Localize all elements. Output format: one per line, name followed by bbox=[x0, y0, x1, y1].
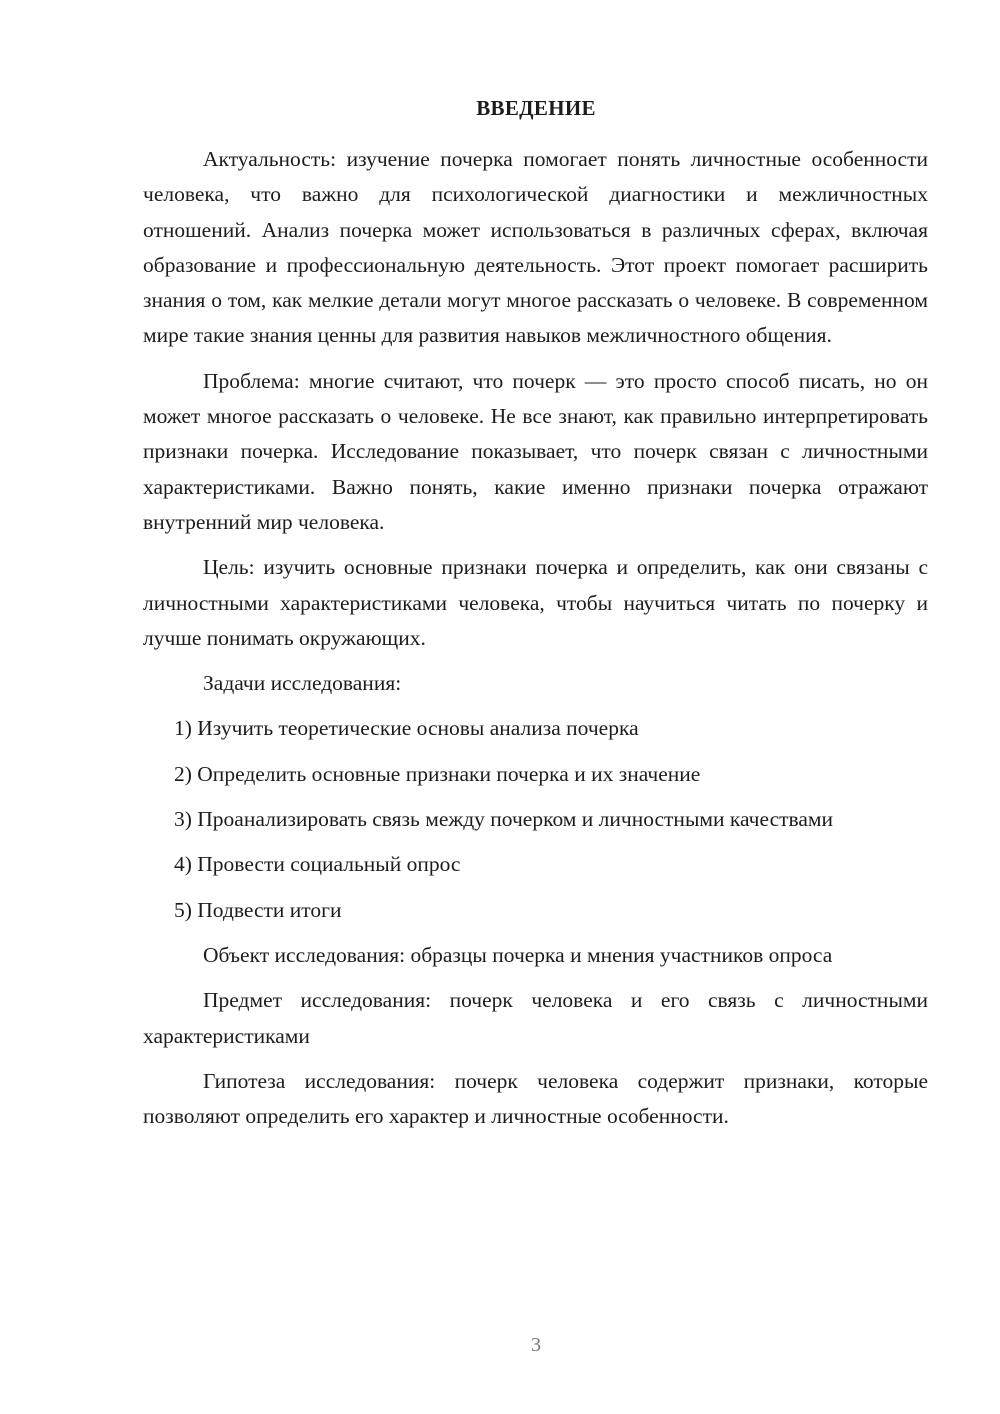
relevance-paragraph: Актуальность: изучение почерка помогает понять личностные особенности человека, что важно для психологической диагностики и межличностных отношений. Анализ почерка может использоваться в различных сферах, включая образование и профессиональную деятельность. Этот проект помогает расширить знания о том, как мелкие детали могут многое рассказать о человеке. В современном мире такие знания ценны для развития навыков межличностного общения. bbox=[143, 147, 928, 348]
document-body bbox=[143, 142, 928, 1144]
task-item-2: 2) Определить основные признаки почерка и их значение bbox=[174, 761, 701, 786]
hypothesis-paragraph: Гипотеза исследования: почерк человека содержит признаки, которые позволяют определить его характер и личностные особенности. bbox=[143, 1068, 928, 1129]
subject-paragraph: Предмет исследования: почерк человека и его связь с личностными характеристиками bbox=[143, 988, 928, 1048]
goal-paragraph: Цель: изучить основные признаки почерка и определить, как они связаны с личностными характеристиками человека, чтобы научиться читать по почерку и лучше понимать окружающих. bbox=[143, 555, 928, 650]
task-item-3: 3) Проанализировать связь между почерком и личностными качествами bbox=[174, 807, 834, 832]
task-item-5: 5) Подвести итоги bbox=[174, 897, 342, 922]
page-number: 3 bbox=[531, 1334, 541, 1356]
task-item-1: 1) Изучить теоретические основы анализа почерка bbox=[174, 716, 639, 741]
page-title: ВВЕДЕНИЕ bbox=[476, 96, 596, 120]
object-paragraph: Объект исследования: образцы почерка и мнения участников опроса bbox=[203, 942, 833, 967]
tasks-title: Задачи исследования: bbox=[203, 671, 402, 696]
task-item-4: 4) Провести социальный опрос bbox=[174, 852, 461, 877]
problem-paragraph: Проблема: многие считают, что почерк — это просто способ писать, но он может многое рассказать о человеке. Не все знают, как правильно интерпретировать признаки почерка. Исследование показывает, что почерк связан с личностными характеристиками. Важно понять, какие именно признаки почерка отражают внутренний мир человека. bbox=[143, 368, 928, 534]
